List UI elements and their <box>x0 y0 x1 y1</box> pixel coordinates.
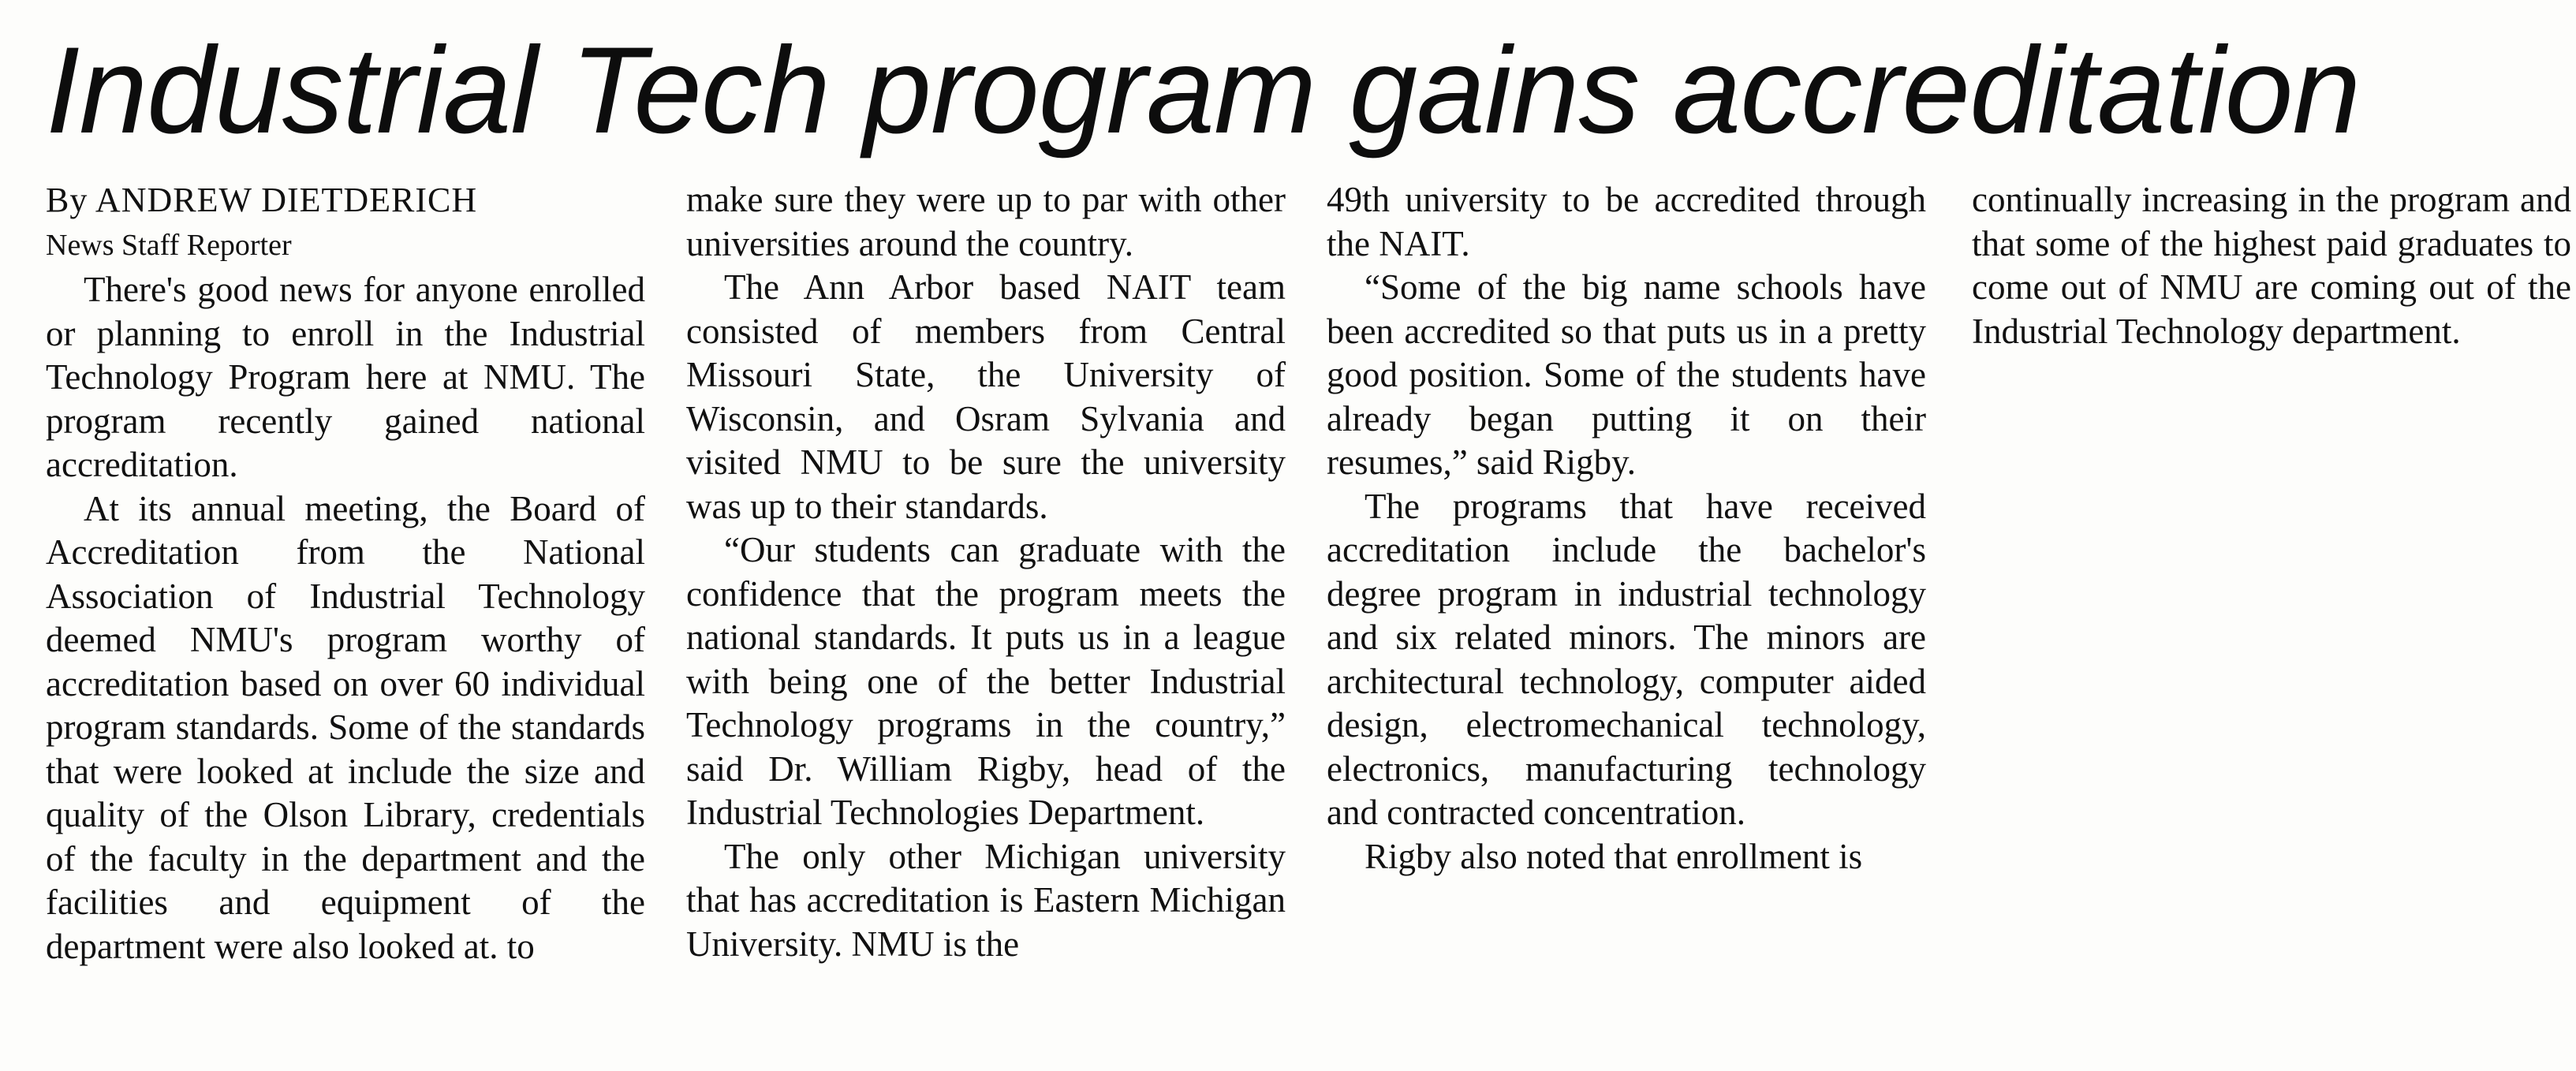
paragraph: The Ann Arbor based NAIT team consisted of members from Central Missouri State, the University of Wisconsin, and Osram Sylvania and visited NMU to be sure the university was up to their standards. <box>686 267 1286 526</box>
continued-text: continually increasing in the program and that some of the highest paid graduates to come out of NMU are coming out of the Industrial Technology department. <box>1972 180 2571 351</box>
article-column-4 <box>1972 178 2571 353</box>
continued-text: make sure they were up to par with other universities around the country. <box>686 180 1286 263</box>
paragraph: The only other Michigan university that has accreditation is Eastern Michigan University. NMU is the <box>686 836 1286 964</box>
paragraph: Rigby also noted that enrollment is <box>1365 836 1863 876</box>
byline-author: By ANDREW DIETDERICH <box>46 181 478 219</box>
article-column-1 <box>46 178 645 968</box>
paragraph: “Some of the big name schools have been accredited so that puts us in a pretty good position. Some of the students have already began putting it on their resumes,” said Rigby. <box>1327 267 1926 482</box>
paragraph: There's good news for anyone enrolled or planning to enroll in the Industrial Technology Program here at NMU. The program recently gained national accreditation. <box>46 270 645 484</box>
article-column-3 <box>1327 178 1926 879</box>
article-column-2 <box>686 178 1286 966</box>
paragraph: At its annual meeting, the Board of Accreditation from the National Association of Industrial Technology deemed NMU's program worthy of accreditation based on over 60 individual program standards. Some of the standards that were looked at include the size and quality of the Olson Library, credentials of the faculty in the department and the facilities and equipment of the department were also looked at. to <box>46 488 645 966</box>
headline: Industrial Tech program gains accreditation <box>46 22 2361 159</box>
byline-title: News Staff Reporter <box>46 229 292 262</box>
paragraph: The programs that have received accreditation include the bachelor's degree program in industrial technology and six related minors. The minors are architectural technology, computer aided design, electromechanical technology, electronics, manufacturing technology and contracted concentration. <box>1327 486 1926 832</box>
continued-text: 49th university to be accredited through the NAIT. <box>1327 180 1926 263</box>
paragraph: “Our students can graduate with the confidence that the program meets the national standards. It puts us in a league with being one of the better Industrial Technology programs in the country,” said Dr. William Rigby, head of the Industrial Technologies Department. <box>686 530 1286 832</box>
